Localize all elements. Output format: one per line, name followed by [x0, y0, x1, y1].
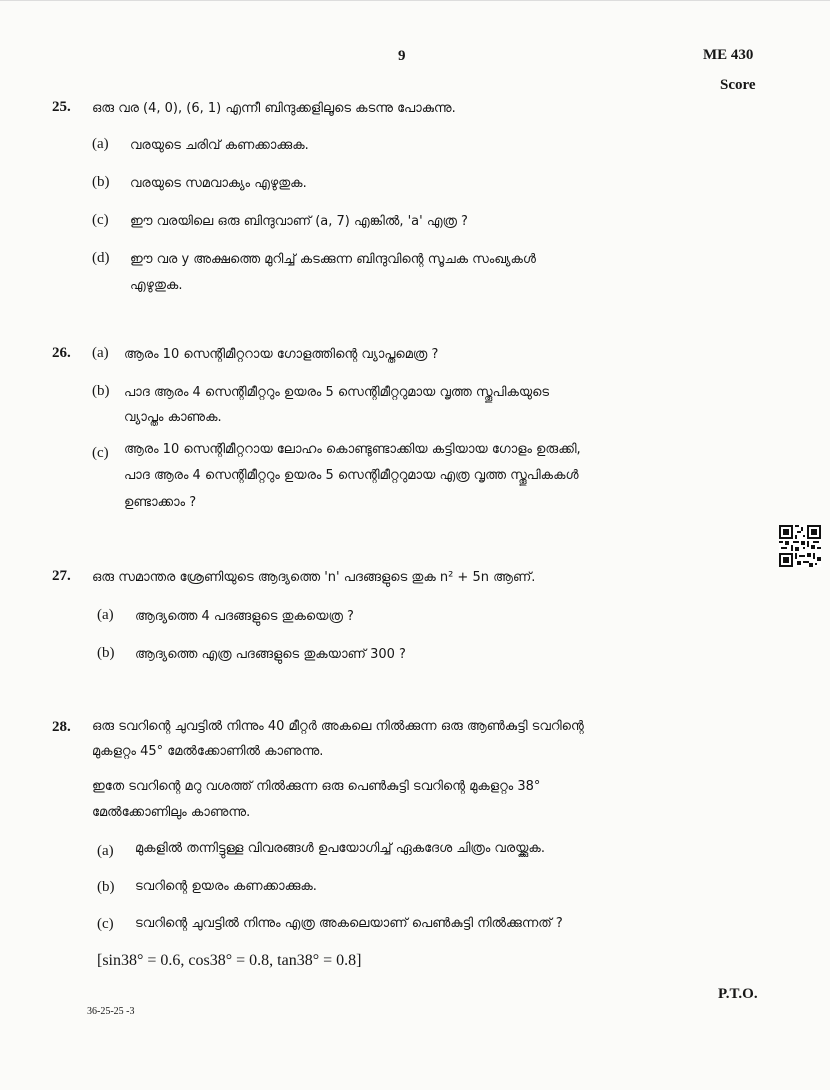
part-label: (b) — [92, 174, 110, 190]
part-label: (a) — [97, 607, 114, 623]
part-label: (c) — [97, 916, 114, 932]
top-border — [0, 0, 830, 1]
part-text: ടവറിന്റെ ഉയരം കണക്കാക്കുക. — [135, 879, 317, 894]
part-text: വ്യാപ്തം കാണുക. — [124, 410, 222, 425]
part-text: ആരം 10 സെന്റിമീറ്ററായ ലോഹം കൊണ്ടുണ്ടാക്കിയ കട്ടിയായ ഗോളം ഉരുക്കി, — [124, 442, 581, 457]
part-label: (a) — [97, 843, 114, 859]
qr-code-icon — [779, 525, 821, 567]
part-text: വരയുടെ ചരിവ് കണക്കാക്കുക. — [130, 138, 309, 153]
question-number: 25. — [52, 99, 71, 115]
question-number: 26. — [52, 345, 71, 361]
part-label: (b) — [92, 383, 110, 399]
question-stem-line: ഒരു ടവറിന്റെ ചുവട്ടിൽ നിന്നും 40 മീറ്റർ അകലെ നിൽക്കുന്ന ഒരു ആൺകുട്ടി ടവറിന്റെ — [92, 719, 584, 734]
part-label: (c) — [92, 445, 109, 461]
part-text: പാദ ആരം 4 സെന്റിമീറ്ററും ഉയരം 5 സെന്റിമീറ്ററുമായ വൃത്ത സ്തൂപികയുടെ — [124, 385, 550, 400]
footer-code: 36-25-25 -3 — [87, 1006, 135, 1017]
question-stem: ഒരു വര (4, 0), (6, 1) എന്നീ ബിന്ദുക്കളിലൂടെ കടന്നു പോകുന്നു. — [92, 101, 456, 116]
part-text: ഈ വരയിലെ ഒരു ബിന്ദുവാണ് (a, 7) എങ്കിൽ, 'a' എത്ര ? — [130, 214, 468, 229]
part-text: പാദ ആരം 4 സെന്റിമീറ്ററും ഉയരം 5 സെന്റിമീറ്ററുമായ എത്ര വൃത്ത സ്തൂപികകൾ — [124, 468, 579, 483]
part-text: ആദ്യത്തെ 4 പദങ്ങളുടെ തുകയെത്ര ? — [135, 609, 354, 624]
part-label: (a) — [92, 345, 109, 361]
question-number: 27. — [52, 568, 71, 584]
question-stem-line: ഇതേ ടവറിന്റെ മറു വശത്ത് നിൽക്കുന്ന ഒരു പെൺകുട്ടി ടവറിന്റെ മുകളറ്റം 38° — [92, 779, 541, 794]
part-text: ആദ്യത്തെ എത്ര പദങ്ങളുടെ തുകയാണ് 300 ? — [135, 647, 406, 662]
trig-values: [sin38° = 0.6, cos38° = 0.8, tan38° = 0.8] — [97, 952, 362, 969]
question-stem-line: മുകളറ്റം 45° മേൽക്കോണിൽ കാണുന്നു. — [92, 744, 324, 759]
part-text: ടവറിന്റെ ചുവട്ടിൽ നിന്നും എത്ര അകലെയാണ് പെൺകുട്ടി നിൽക്കുന്നത് ? — [135, 916, 563, 931]
paper-code: ME 430 — [703, 47, 754, 63]
question-number: 28. — [52, 719, 71, 735]
part-text: മുകളിൽ തന്നിട്ടുള്ള വിവരങ്ങൾ ഉപയോഗിച്ച് ഏകദേശ ചിത്രം വരയ്ക്കുക. — [135, 841, 545, 856]
part-text: ഈ വര y അക്ഷത്തെ മുറിച്ച് കടക്കുന്ന ബിന്ദുവിന്റെ സൂചക സംഖ്യകൾ — [130, 252, 536, 267]
part-text: എഴുതുക. — [130, 278, 183, 293]
part-label: (c) — [92, 212, 109, 228]
part-label: (a) — [92, 136, 109, 152]
page-turn-over: P.T.O. — [718, 986, 758, 1002]
part-label: (b) — [97, 645, 115, 661]
part-text: ആരം 10 സെന്റിമീറ്ററായ ഗോളത്തിന്റെ വ്യാപ്തമെത്ര ? — [124, 347, 439, 362]
part-label: (b) — [97, 879, 115, 895]
score-label: Score — [720, 77, 756, 93]
question-stem-line: മേൽക്കോണിലും കാണുന്നു. — [92, 805, 251, 820]
part-text: വരയുടെ സമവാക്യം എഴുതുക. — [130, 176, 307, 191]
part-text: ഉണ്ടാക്കാം ? — [124, 495, 197, 510]
part-label: (d) — [92, 250, 110, 266]
question-stem: ഒരു സമാന്തര ശ്രേണിയുടെ ആദ്യത്തെ 'n' പദങ്ങളുടെ തുക n² + 5n ആണ്. — [92, 570, 536, 585]
page-number: 9 — [398, 48, 406, 64]
